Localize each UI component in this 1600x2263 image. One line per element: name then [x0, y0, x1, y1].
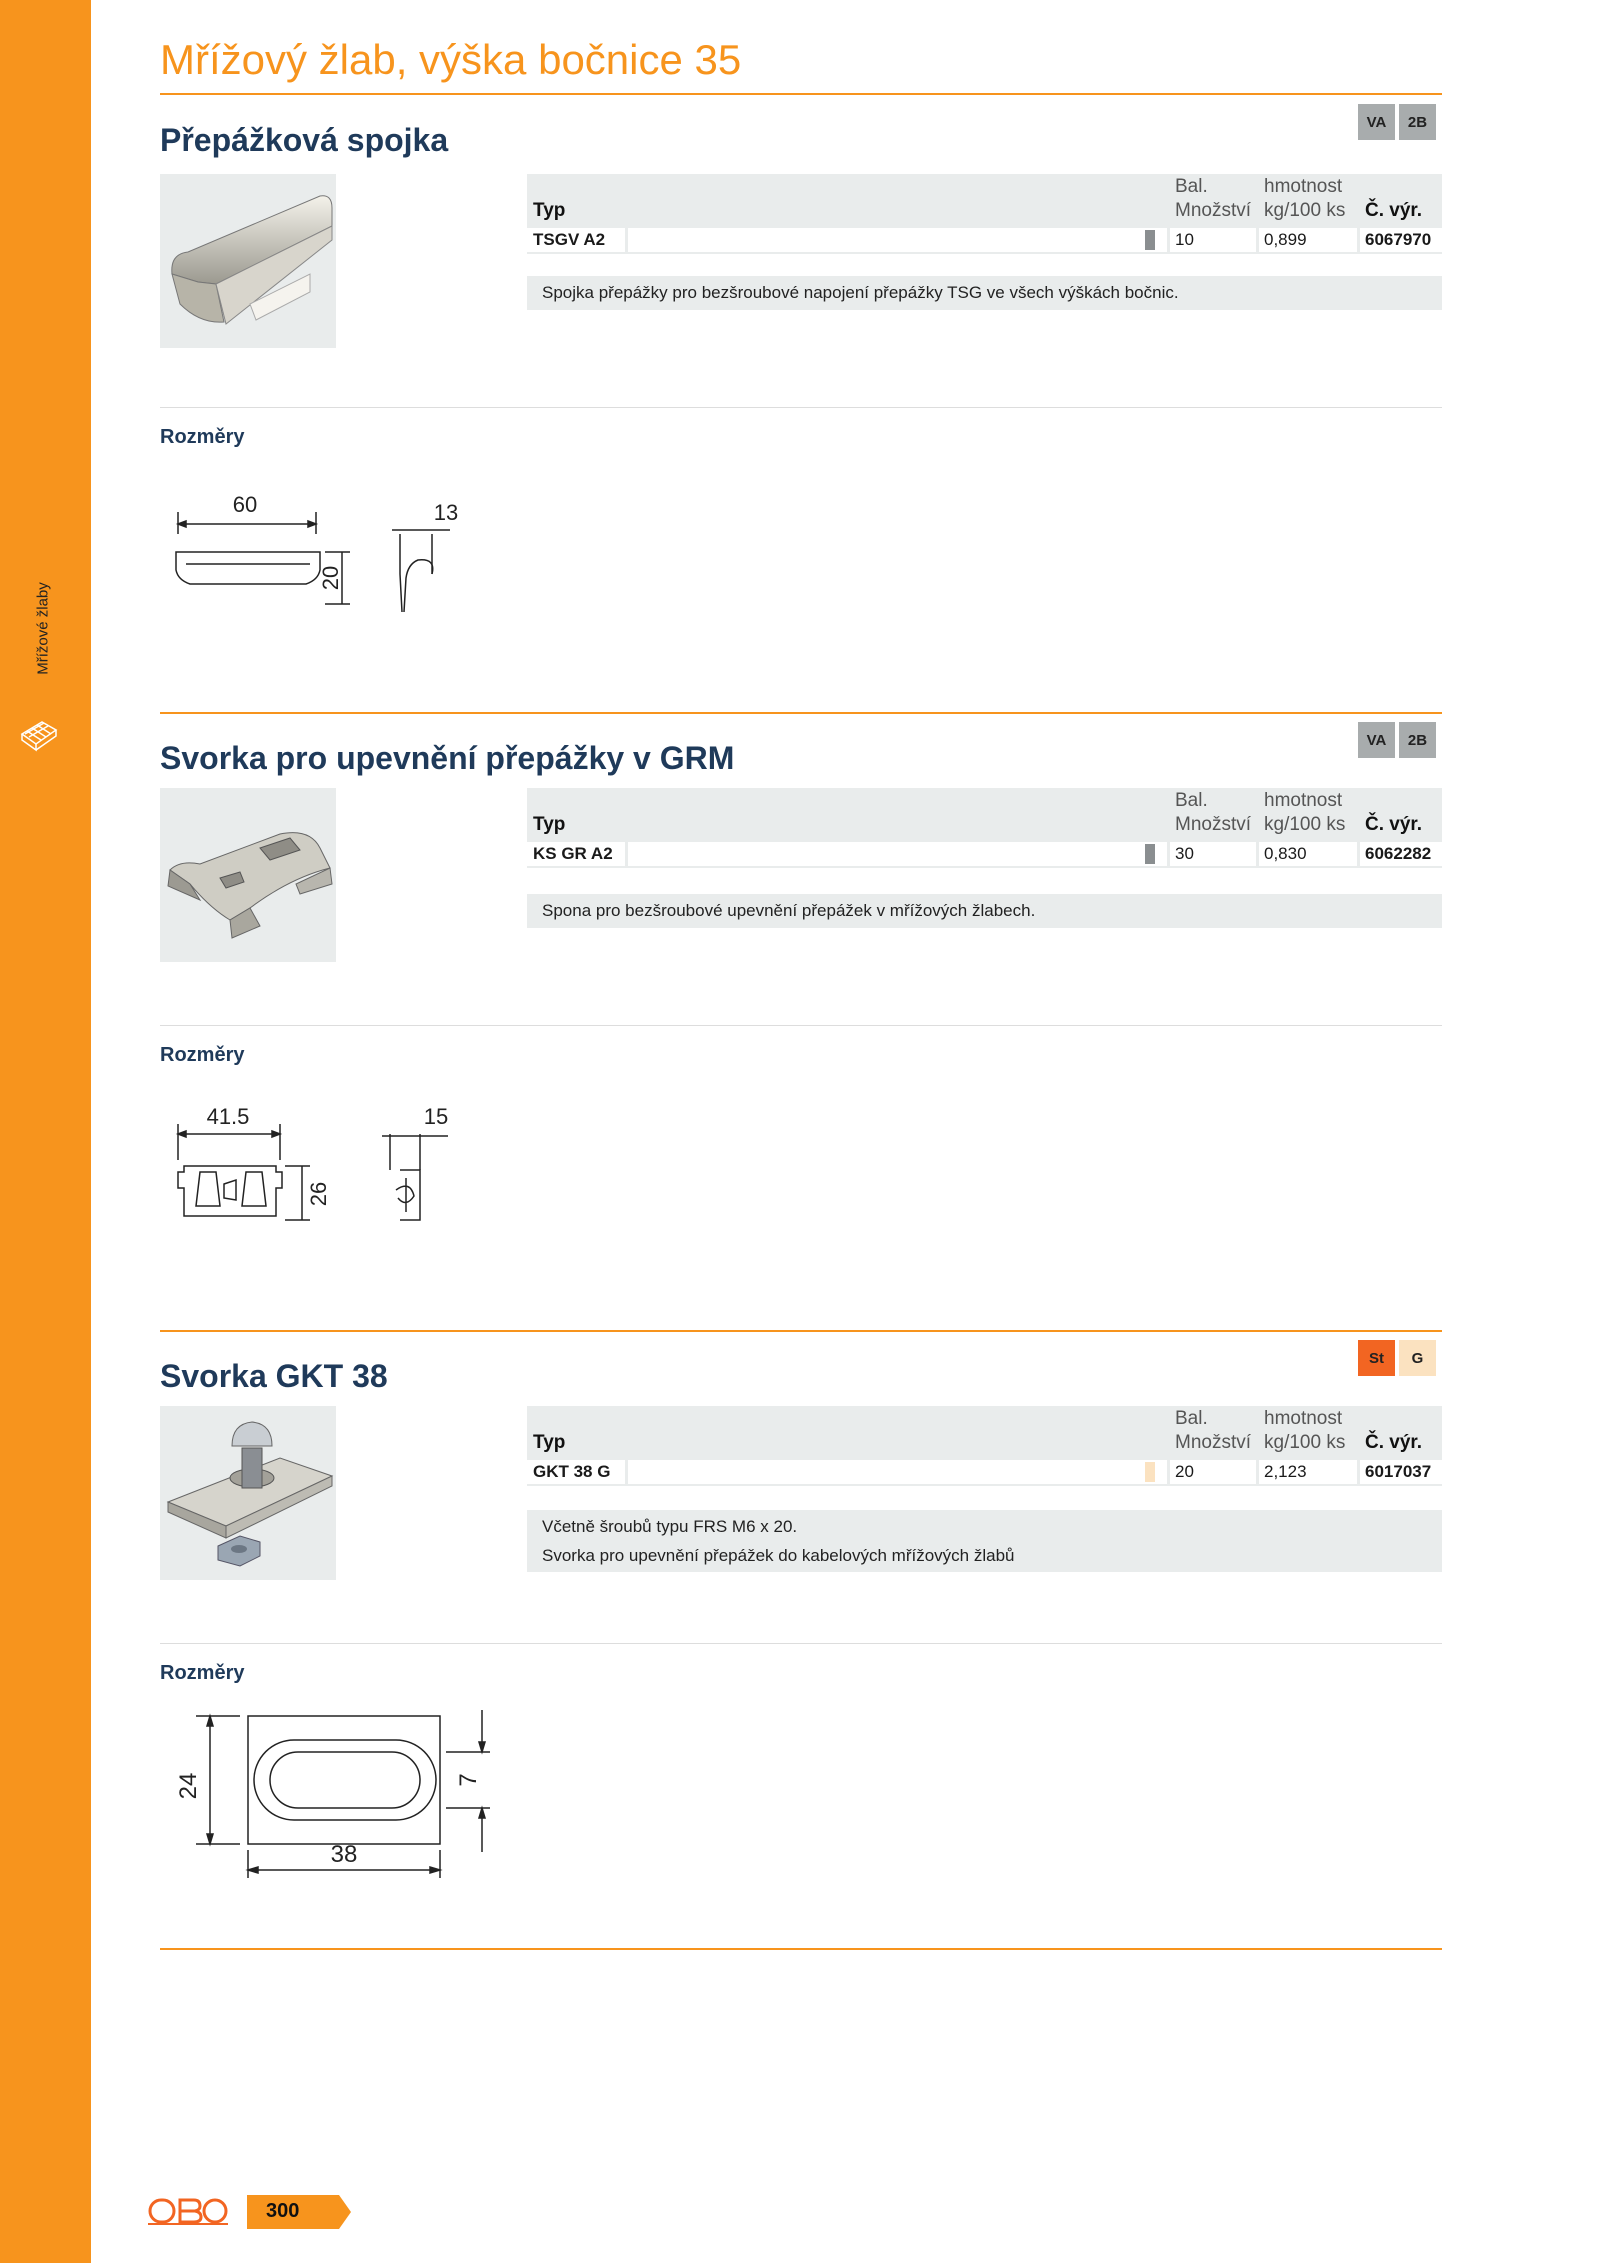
dim-height: 20	[318, 565, 343, 591]
dim-slot: 7	[455, 1773, 482, 1787]
cell-kg: 2,123	[1264, 1460, 1307, 1484]
header-hmotnost: hmotnost	[1264, 176, 1343, 197]
finish-badge: 2B	[1399, 104, 1436, 140]
product-description	[527, 276, 1442, 310]
description-line: Včetně šroubů typu FRS M6 x 20.	[542, 1517, 798, 1536]
page-number: 300	[266, 2200, 300, 2222]
product-section-1	[0, 94, 1600, 694]
header-bal: Bal.	[1175, 176, 1208, 197]
cell-mnozstvi: 20	[1175, 1460, 1194, 1484]
finish-badge: G	[1399, 1340, 1436, 1376]
product-photo	[160, 174, 336, 348]
material-badge: VA	[1358, 104, 1395, 140]
header-mnozstvi: Množství	[1175, 814, 1252, 835]
product-section-3	[0, 1330, 1600, 1930]
dim-width: 41.5	[206, 1104, 250, 1129]
dim-height: 24	[175, 1772, 202, 1800]
color-marker	[1145, 230, 1155, 250]
dim-width: 38	[330, 1841, 358, 1868]
product-description	[527, 1510, 1442, 1572]
description-line: Spojka přepážky pro bezšroubové napojení přepážky TSG ve všech výškách bočnic.	[542, 283, 1179, 302]
dimensions-title: Rozměry	[160, 426, 245, 448]
header-typ: Typ	[533, 200, 566, 221]
cell-cvyr: 6067970	[1365, 228, 1431, 252]
material-badge: VA	[1358, 722, 1395, 758]
header-hmotnost: hmotnost	[1264, 790, 1343, 811]
section-title: Svorka pro upevnění přepážky v GRM	[160, 740, 735, 776]
cell-typ: TSGV A2	[533, 228, 605, 252]
cell-cvyr: 6017037	[1365, 1460, 1431, 1484]
header-typ: Typ	[533, 814, 566, 835]
color-marker	[1145, 1462, 1155, 1482]
section-title: Přepážková spojka	[160, 122, 449, 158]
finish-badge: 2B	[1399, 722, 1436, 758]
product-table	[527, 1406, 1442, 1486]
table-row	[527, 228, 1442, 252]
header-kg: kg/100 ks	[1264, 1432, 1346, 1453]
material-badges	[1358, 722, 1436, 758]
dim-depth: 15	[423, 1104, 449, 1129]
dim-height: 26	[306, 1181, 331, 1207]
bottom-rule	[160, 1948, 1442, 1950]
header-bal: Bal.	[1175, 1408, 1208, 1429]
section-title: Svorka GKT 38	[160, 1358, 388, 1394]
cell-kg: 0,899	[1264, 228, 1307, 252]
material-badges	[1358, 1340, 1436, 1376]
material-badge: St	[1358, 1340, 1395, 1376]
dimensions-title: Rozměry	[160, 1662, 245, 1684]
dimension-drawing	[170, 494, 510, 624]
header-cvyr: Č. výr.	[1365, 1432, 1423, 1453]
cell-kg: 0,830	[1264, 842, 1307, 866]
dim-width: 60	[232, 494, 258, 517]
product-description	[527, 894, 1442, 928]
product-table	[527, 174, 1442, 254]
header-kg: kg/100 ks	[1264, 814, 1346, 835]
page-title: Mřížový žlab, výška bočnice 35	[160, 36, 742, 83]
header-bal: Bal.	[1175, 790, 1208, 811]
product-section-2	[0, 712, 1600, 1312]
description-line: Svorka pro upevnění přepážek do kabelových mřížových žlabů	[542, 1546, 1015, 1565]
product-photo	[160, 788, 336, 962]
color-marker	[1145, 844, 1155, 864]
side-label: Mřížové žlaby	[34, 582, 52, 675]
table-row	[527, 1460, 1442, 1484]
cell-typ: GKT 38 G	[533, 1460, 610, 1484]
table-row	[527, 842, 1442, 866]
product-table	[527, 788, 1442, 868]
header-mnozstvi: Množství	[1175, 200, 1252, 221]
material-badges	[1358, 104, 1436, 140]
description-line: Spona pro bezšroubové upevnění přepážek v mřížových žlabech.	[542, 901, 1036, 920]
cell-cvyr: 6062282	[1365, 842, 1431, 866]
dim-depth: 13	[433, 500, 459, 525]
dimension-drawing	[170, 1700, 520, 1900]
cell-typ: KS GR A2	[533, 842, 613, 866]
header-mnozstvi: Množství	[1175, 1432, 1252, 1453]
header-cvyr: Č. výr.	[1365, 200, 1423, 221]
header-cvyr: Č. výr.	[1365, 814, 1423, 835]
header-hmotnost: hmotnost	[1264, 1408, 1343, 1429]
dimension-drawing	[170, 1100, 510, 1260]
header-kg: kg/100 ks	[1264, 200, 1346, 221]
obo-logo	[148, 2196, 228, 2226]
header-typ: Typ	[533, 1432, 566, 1453]
product-photo	[160, 1406, 336, 1580]
cell-mnozstvi: 30	[1175, 842, 1194, 866]
dimensions-title: Rozměry	[160, 1044, 245, 1066]
cell-mnozstvi: 10	[1175, 228, 1194, 252]
